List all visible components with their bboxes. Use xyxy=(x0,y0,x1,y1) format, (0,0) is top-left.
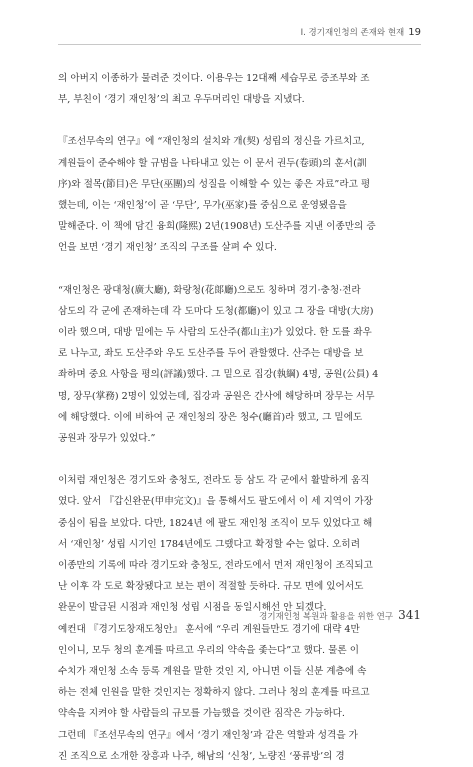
header-page-number: 19 xyxy=(408,27,421,38)
text-line: 공원과 장무가 있었다.” xyxy=(58,433,156,445)
text-line: 序)와 절목(節目)은 무단(巫團)의 성질을 이해할 수 있는 좋은 자료”라고 평 xyxy=(58,178,371,190)
paragraph xyxy=(58,68,415,110)
text-line: 이처럼 재인청은 경기도와 충청도, 전라도 등 삼도 각 군에서 활발하게 움직 xyxy=(58,475,370,487)
text-line: 좌하며 중요 사항을 평의(評議)했다. 그 밑으로 집강(執綱) 4명, 공원(公員) 4 xyxy=(58,369,379,381)
text-line: 명, 장무(掌務) 2명이 있었는데, 집강과 공원은 간사에 해당하며 장무는 서무 xyxy=(58,390,375,402)
text-line: 서 ‘재인청’ 성립 시기인 1784년에도 그랬다고 확정할 수는 없다. 오히려 xyxy=(58,538,360,550)
text-line: 에 해당했다. 이에 비하여 군 재인청의 장은 청수(廳首)라 했고, 그 밑에도 xyxy=(58,411,363,423)
text-line: 계원들이 준수해야 할 규범을 나타내고 있는 이 문서 권두(卷頭)의 훈서(訓 xyxy=(58,157,367,169)
paragraph xyxy=(58,131,415,258)
text-line: 말해준다. 이 책에 담긴 융희(隆熙) 2년(1908년) 도산주를 지낸 이종만의 증 xyxy=(58,221,376,233)
running-header xyxy=(301,26,421,38)
text-line: 의 아버지 이종하가 물려준 것이다. 이용우는 12대째 세습무로 증조부와 조 xyxy=(58,73,370,84)
text-line: 하는 전체 인원을 말한 것인지는 정확하지 않다. 그러나 청의 훈계를 따르고 xyxy=(58,687,370,699)
text-line: 수치가 재인청 소속 등록 계원을 말한 것인 지, 아니면 이들 신분 계층에 속 xyxy=(58,666,367,678)
text-line: 완문이 발급된 시점과 재인청 성립 시점을 동일시해선 안 되겠다. xyxy=(58,602,327,614)
text-line: 였다. 앞서 『갑신완문(甲申完文)』을 통해서도 팔도에서 이 세 지역이 가장 xyxy=(58,496,373,508)
text-line: 인이니, 모두 청의 훈계를 따르고 우리의 약속을 좇는다”고 했다. 물론 이 xyxy=(58,644,359,656)
text-line: 난 이후 각 도로 확장됐다고 보는 편이 적절할 듯하다. 규모 면에 있어서도 xyxy=(58,581,364,593)
paragraph-gap xyxy=(58,449,415,470)
text-line: 그런데 『조선무속의 연구』에서 ‘경기 재인청’과 같은 역할과 성격을 가 xyxy=(58,729,358,741)
paragraph-gap xyxy=(58,110,415,131)
text-line: 『조선무속의 연구』에 “재인청의 설치와 개(契) 성립의 정신을 가르치고, xyxy=(58,136,365,148)
text-line: 로 나누고, 좌도 도산주와 우도 도산주를 두어 관할했다. 산주는 대방을 보 xyxy=(58,348,364,360)
footer-book-title: 경기재인청 복원과 활용을 위한 연구 xyxy=(259,612,394,622)
paragraph-gap xyxy=(58,259,415,280)
text-line: 했는데, 이는 ‘재인청’이 곧 ‘무단’, 무가(巫家)를 중심으로 운영됐음을 xyxy=(58,200,347,212)
text-line: 진 조직으로 소개한 장흥과 나주, 해남의 ‘신청’, 노량진 ‘풍류방’의 경 xyxy=(58,750,345,762)
text-line: “재인청은 광대청(廣大廳), 화랑청(花郞廳)으로도 칭하며 경기·충청·전라 xyxy=(58,284,361,296)
footer-page-number: 341 xyxy=(398,608,421,622)
text-line: 이라 했으며, 대방 밑에는 두 사람의 도산주(都山主)가 있었다. 한 도를 좌우 xyxy=(58,327,372,339)
text-line: 삼도의 각 군에 존재하는데 각 도마다 도청(都廳)이 있고 그 장을 대방(大房) xyxy=(58,305,374,317)
header-divider xyxy=(58,44,421,45)
text-line: 예컨대 『경기도창재도청안』 훈서에 “우리 계원들만도 경기에 대략 4만 xyxy=(58,623,360,635)
text-line: 약속을 지켜야 할 사람들의 규모를 가늠했을 것이란 짐작은 가능하다. xyxy=(58,708,345,720)
header-section-title: Ⅰ. 경기재인청의 존재와 현재 xyxy=(300,28,405,38)
body-text xyxy=(58,68,415,767)
text-line: 이종만의 기록에 따라 경기도와 충청도, 전라도에서 먼저 재인청이 조직되고 xyxy=(58,560,373,572)
block-quote xyxy=(58,280,415,450)
text-line: 중심이 됨을 보았다. 다만, 1824년 에 팔도 재인청 조직이 모두 있었다고 해 xyxy=(58,517,373,529)
text-line: 부, 부친이 ‘경기 재인청’의 최고 우두머리인 대방을 지냈다. xyxy=(58,94,305,106)
running-footer xyxy=(259,608,421,622)
text-line: 언을 보면 ‘경기 재인청’ 조직의 구조를 살펴 수 있다. xyxy=(58,242,277,254)
